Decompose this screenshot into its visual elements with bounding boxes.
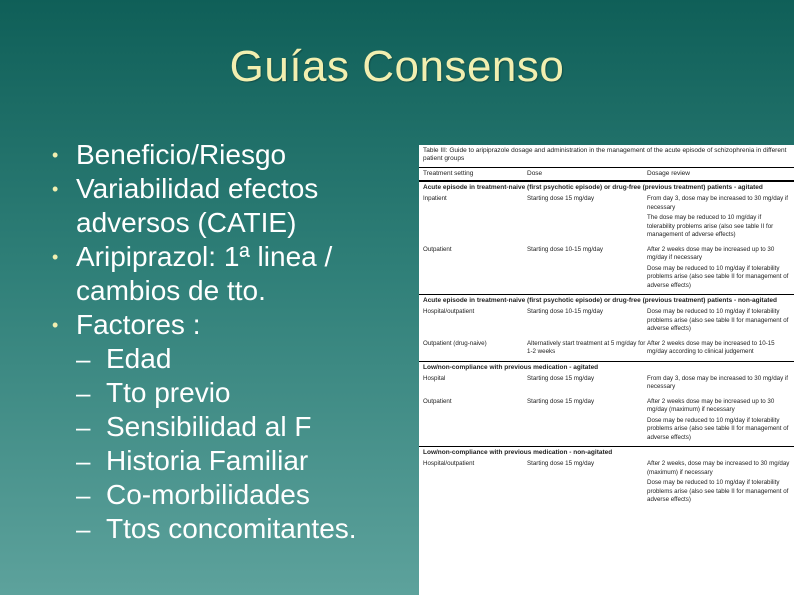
header-dose: Dose: [527, 170, 543, 177]
cell-dose: Starting dose 15 mg/day: [527, 195, 595, 202]
sub-bullet-text: Ttos concomitantes.: [106, 513, 357, 544]
table-row: [419, 244, 794, 295]
cell-review: [647, 246, 790, 293]
bullet-item: [52, 138, 412, 172]
table-section-title: Acute episode in treatment-naive (first psychotic episode) or drug-free (previous treatment) patients - non-agitated: [419, 294, 794, 306]
bullet-item: [52, 172, 412, 240]
table-body: [419, 181, 794, 509]
review-line: The dose may be reduced to 10 mg/day if tolerability problems arise (also see table II for management of adverse effects): [647, 214, 774, 238]
review-line: After 2 weeks dose may be increased to 10-15 mg/day according to clinical judgement: [647, 339, 775, 355]
sub-bullet-text: Sensibilidad al F: [106, 411, 312, 442]
sub-bullet-item: [76, 478, 412, 512]
cell-review: [647, 375, 790, 394]
sub-bullet-item: [76, 444, 412, 478]
table-row: [419, 373, 794, 396]
bullet-item: [52, 240, 412, 308]
bullet-list: [52, 138, 412, 546]
bullet-dot-icon: •: [52, 247, 59, 267]
table-caption: Table III: Guide to aripiprazole dosage and administration in the management of the acute episode of schizophrenia in different patient groups: [419, 145, 794, 168]
cell-review: [647, 340, 790, 359]
review-line: Dose may be reduced to 10 mg/day if tolerability problems arise (also see table II for management of adverse effects): [647, 308, 789, 332]
review-line: After 2 weeks, dose may be increased to 30 mg/day (maximum) if necessary: [647, 460, 790, 476]
bullet-dot-icon: •: [52, 179, 59, 199]
cell-setting: Hospital: [423, 374, 446, 382]
cell-review: [647, 195, 790, 242]
bullet-item: [52, 308, 412, 342]
cell-dose: Starting dose 15 mg/day: [527, 397, 595, 405]
cell-setting: Inpatient: [423, 195, 447, 202]
table-section-title: Low/non-compliance with previous medication - non-agitated: [419, 446, 794, 458]
sub-bullet-item: [76, 410, 412, 444]
dash-icon: –: [76, 480, 91, 510]
sub-bullet-text: Co-morbilidades: [106, 479, 310, 510]
sub-bullet-item: [76, 342, 412, 376]
table-row: [419, 193, 794, 244]
slide-title: Guías Consenso: [229, 42, 565, 91]
table-row: [419, 306, 794, 338]
header-dosage-review: Dosage review: [647, 170, 690, 177]
cell-dose: Starting dose 10-15 mg/day: [527, 308, 604, 315]
dash-icon: –: [76, 378, 91, 408]
cell-review: [647, 398, 790, 445]
table-section-title: Low/non-compliance with previous medication - agitated: [419, 361, 794, 373]
review-line: From day 3, dose may be increased to 30 mg/day if necessary: [647, 195, 789, 211]
review-line: From day 3, dose may be increased to 30 mg/day if necessary: [647, 374, 789, 390]
sub-bullet-text: Edad: [106, 343, 172, 374]
table-row: [419, 396, 794, 447]
review-line: After 2 weeks dose may be increased up to 30 mg/day (maximum) if necessary: [647, 397, 775, 413]
cell-dose: Starting dose 15 mg/day: [527, 460, 595, 467]
cell-setting: Hospital/outpatient: [423, 308, 475, 315]
sub-bullet-item: [76, 376, 412, 410]
cell-setting: Outpatient (drug-naive): [423, 339, 487, 347]
dosage-table-image: [419, 145, 794, 595]
dash-icon: –: [76, 446, 91, 476]
bullet-dot-icon: •: [52, 315, 59, 335]
dash-icon: –: [76, 344, 91, 374]
sub-bullet-item: [76, 512, 412, 546]
cell-setting: Outpatient: [423, 245, 452, 253]
dash-icon: –: [76, 514, 91, 544]
review-line: Dose may be reduced to 10 mg/day if tolerability problems arise (also see table II for management of adverse effects): [647, 416, 789, 441]
cell-setting: Hospital/outpatient: [423, 460, 475, 467]
bullet-text: Factores :: [76, 309, 201, 340]
review-line: Dose may be reduced to 10 mg/day if tolerability problems arise (also see table II for management of adverse effects): [647, 479, 789, 503]
dash-icon: –: [76, 412, 91, 442]
sub-bullet-text: Historia Familiar: [106, 445, 309, 476]
header-treatment-setting: Treatment setting: [423, 170, 474, 177]
cell-dose: Starting dose 15 mg/day: [527, 374, 595, 382]
table-row: [419, 458, 794, 509]
cell-review: [647, 460, 790, 507]
bullet-text: Beneficio/Riesgo: [76, 139, 287, 170]
bullet-text: Variabilidad efectos adversos (CATIE): [76, 173, 319, 238]
review-line: After 2 weeks dose may be increased up to 30 mg/day if necessary: [647, 245, 775, 261]
cell-setting: Outpatient: [423, 397, 452, 405]
cell-review: [647, 308, 790, 336]
cell-dose: Starting dose 10-15 mg/day: [527, 245, 604, 253]
bullet-dot-icon: •: [52, 145, 59, 165]
sub-bullet-text: Tto previo: [106, 377, 231, 408]
table-row: [419, 338, 794, 361]
bullet-text: Aripiprazol: 1ª linea / cambios de tto.: [76, 241, 333, 306]
cell-dose: Alternatively start treatment at 5 mg/day for 1-2 weeks: [527, 339, 646, 355]
review-line: Dose may be reduced to 10 mg/day if tolerability problems arise (also see table II for management of adverse effects): [647, 264, 789, 289]
table-header-row: [419, 168, 794, 181]
table-section-title: Acute episode in treatment-naive (first psychotic episode) or drug-free (previous treatment) patients - agitated: [419, 181, 794, 193]
